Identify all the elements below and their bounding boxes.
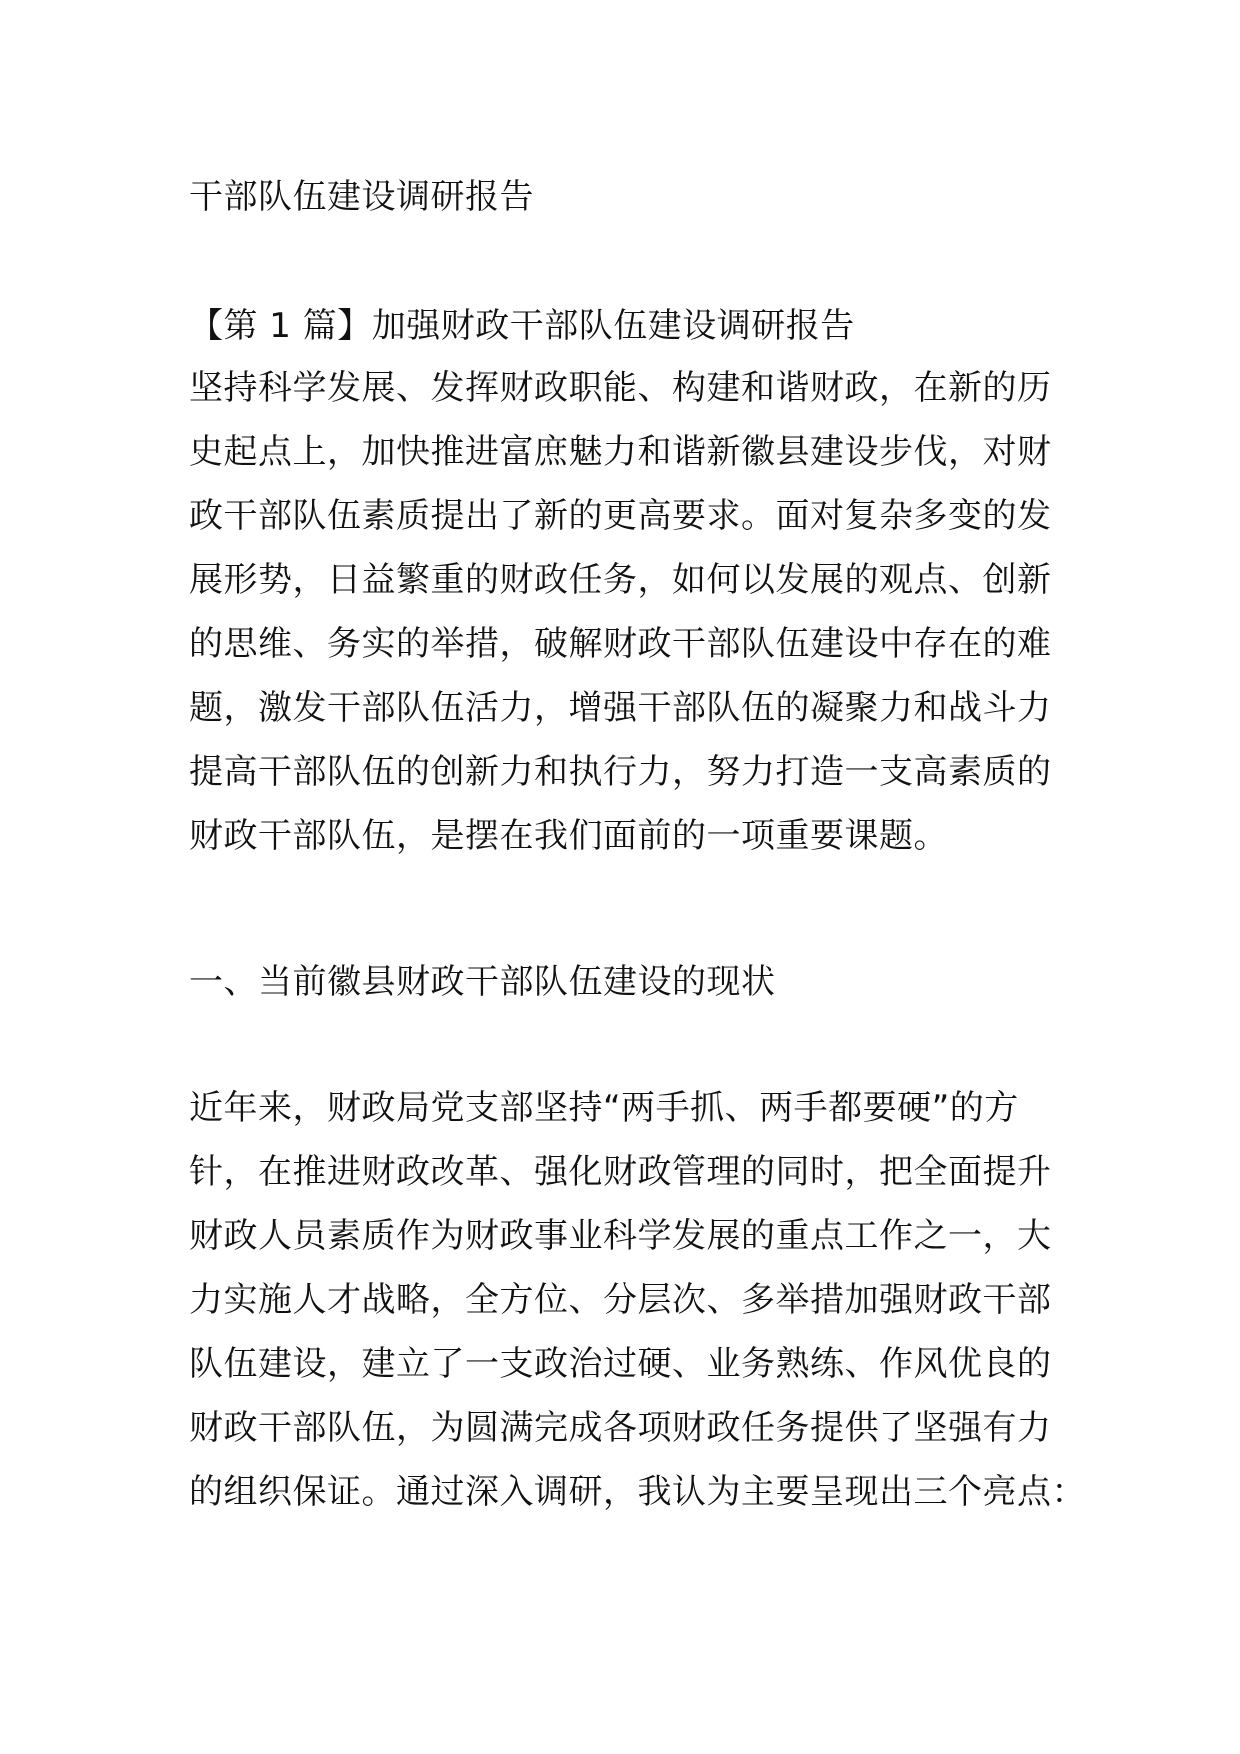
paragraph-line: 财政人员素质作为财政事业科学发展的重点工作之一，大	[189, 1216, 1052, 1256]
paragraph-line: 队伍建设，建立了一支政治过硬、业务熟练、作风优良的	[189, 1344, 1052, 1384]
paragraph-line: 针，在推进财政改革、强化财政管理的同时，把全面提升	[189, 1152, 1052, 1192]
paragraph-line: 的思维、务实的举措，破解财政干部队伍建设中存在的难	[189, 624, 1052, 664]
paragraph-line: 财政干部队伍，为圆满完成各项财政任务提供了坚强有力	[189, 1408, 1052, 1448]
paragraph-line: 力实施人才战略，全方位、分层次、多举措加强财政干部	[189, 1280, 1052, 1320]
paragraph-line: 近年来，财政局党支部坚持“两手抓、两手都要硬”的方	[189, 1088, 1019, 1128]
paragraph-line: 题，激发干部队伍活力，增强干部队伍的凝聚力和战斗力	[189, 688, 1052, 728]
paragraph-line: 政干部队伍素质提出了新的更高要求。面对复杂多变的发	[189, 496, 1052, 536]
paragraph-line: 提高干部队伍的创新力和执行力，努力打造一支高素质的	[189, 752, 1052, 792]
section-heading: 一、当前徽县财政干部队伍建设的现状	[189, 962, 776, 1002]
article-heading: 【第 1 篇】加强财政干部队伍建设调研报告	[189, 306, 855, 346]
paragraph-line: 展形势，日益繁重的财政任务，如何以发展的观点、创新	[189, 560, 1052, 600]
paragraph-line: 的组织保证。通过深入调研，我认为主要呈现出三个亮点：	[189, 1472, 1086, 1512]
paragraph-line: 史起点上，加快推进富庶魅力和谐新徽县建设步伐，对财	[189, 432, 1052, 472]
paragraph-line: 财政干部队伍，是摆在我们面前的一项重要课题。	[189, 816, 948, 856]
document-title: 干部队伍建设调研报告	[189, 177, 534, 217]
paragraph-line: 坚持科学发展、发挥财政职能、构建和谐财政，在新的历	[189, 368, 1052, 408]
